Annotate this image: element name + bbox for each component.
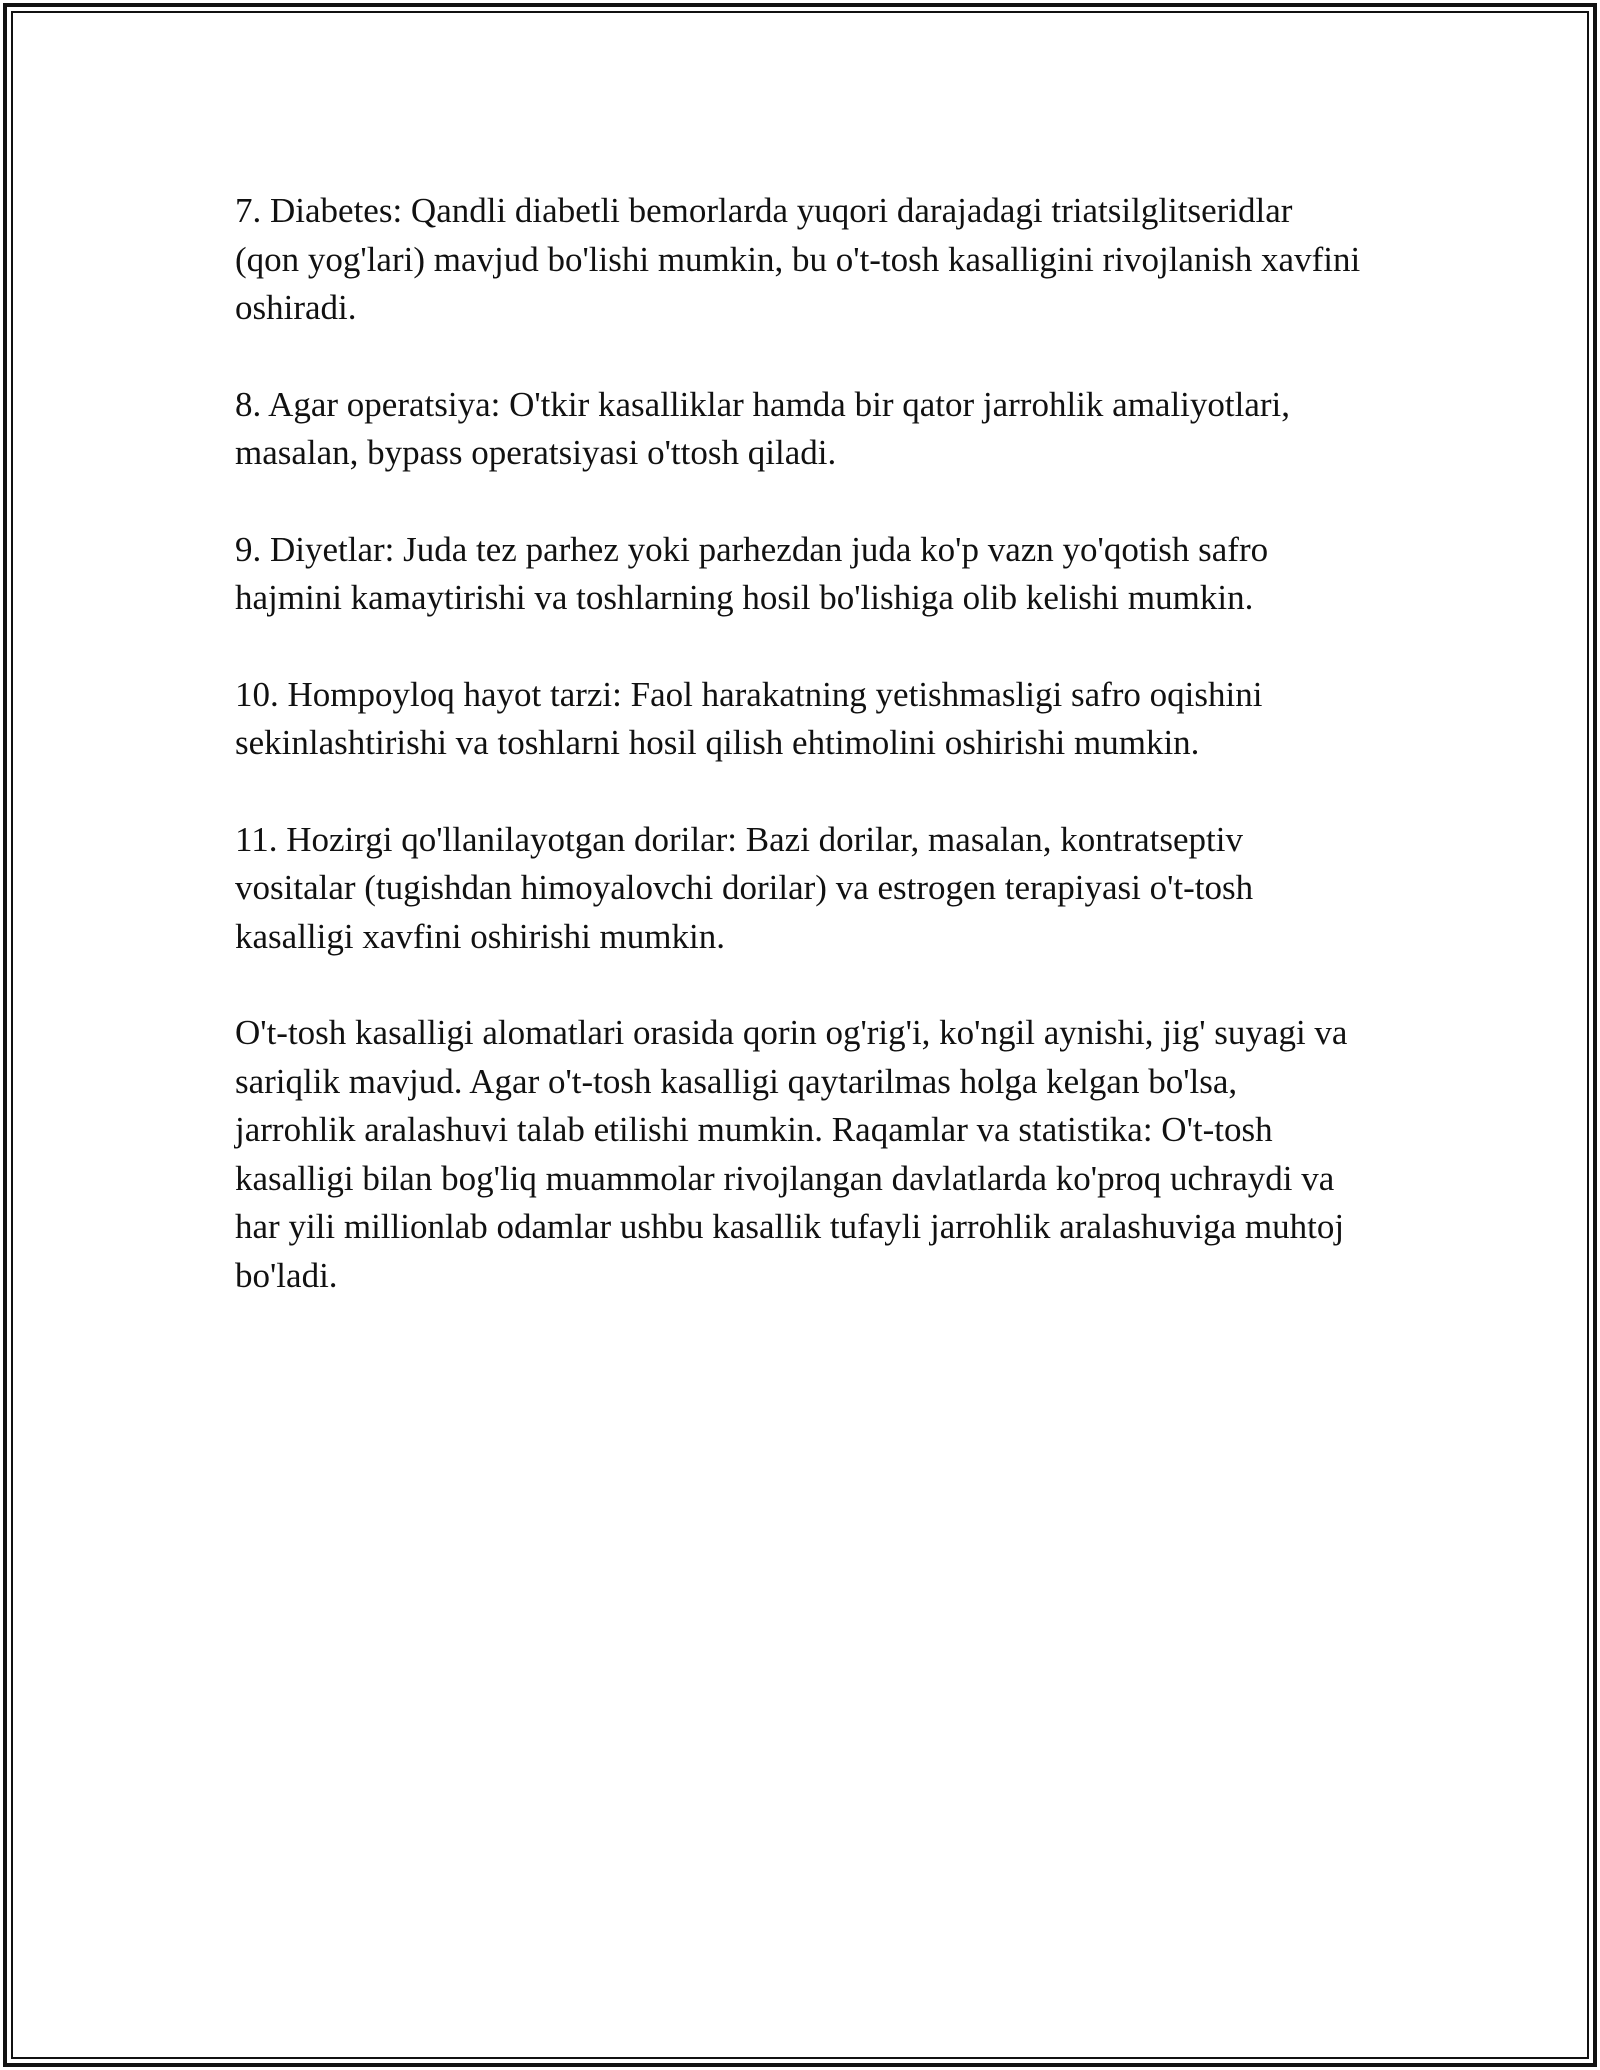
paragraph-alomatlar: O't-tosh kasalligi alomatlari orasida qorin og'rig'i, ko'ngil aynishi, jig' suyagi va sariqlik mavjud. Agar o't-tosh kasalligi qaytarilmas holga kelgan bo'lsa, jarrohlik aralashuvi talab etilishi mumkin. Raqamlar va statistika: O't-tosh kasalligi bilan bog'liq muammolar rivojlangan davlatlarda ko'proq uchraydi va har yili millionlab odamlar ushbu kasallik tufayli jarrohlik aralashuviga muhtoj bo'ladi. [235,1013,1348,1295]
paragraph-hayot-tarzi: 10. Hompoyloq hayot tarzi: Faol harakatning yetishmasligi safro oqishini sekinlashtirishi va toshlarni hosil qilish ehtimolini oshirishi mumkin. [235,674,1263,762]
paragraph-diyetlar: 9. Diyetlar: Juda tez parhez yoki parhezdan juda ko'p vazn yo'qotish safro hajmini kamaytirishi va toshlarning hosil bo'lishiga olib kelishi mumkin. [235,529,1269,617]
paragraph-diabetes: 7. Diabetes: Qandli diabetli bemorlarda yuqori darajadagi triatsilglitseridlar (qon yog'lari) mavjud bo'lishi mumkin, bu o't-tosh kasalligini rivojlanish xavfini oshiradi. [235,191,1361,327]
paragraph-dorilar: 11. Hozirgi qo'llanilayotgan dorilar: Bazi dorilar, masalan, kontratseptiv vositalar (tugishdan himoyalovchi dorilar) va estrogen terapiyasi o't-tosh kasalligi xavfini oshirishi mumkin. [235,819,1254,956]
document-body [235,187,1365,1348]
paragraph-operatsiya: 8. Agar operatsiya: O'tkir kasalliklar hamda bir qator jarrohlik amaliyotlari, masalan, bypass operatsiyasi o'ttosh qiladi. [235,384,1291,472]
